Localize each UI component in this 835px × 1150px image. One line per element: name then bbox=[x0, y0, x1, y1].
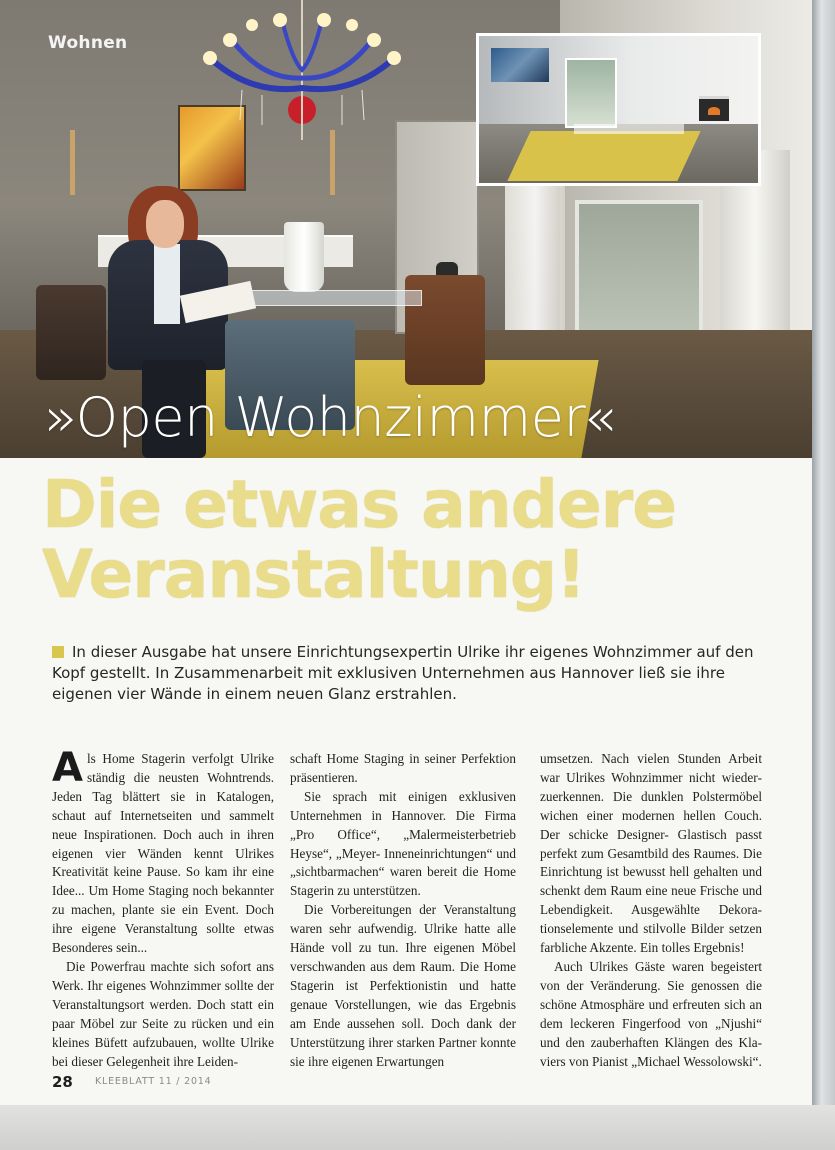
page-edge bbox=[812, 0, 835, 1150]
page-number: 28 bbox=[52, 1073, 73, 1091]
living-room-photo bbox=[0, 0, 812, 458]
drop-cap: A bbox=[52, 745, 83, 791]
paragraph: ls Home Stagerin verfolgt Ulrike ständig die neusten Wohntrends. Jeden Tag blättert sie in Katalogen, schaut auf Internetseiten und sammelt neue Inspirationen. Doch auch in ihren eigenen vier Wänden kennt Ulrikes Kreativität keine Pause. So kam ihr eine Idee... Um Home Staging noch bekannter zu machen, plante sie ein Event. Doch ihre eigene Veranstaltung sollte etwas Besonderes sein... bbox=[52, 751, 274, 956]
magazine-name: KLEEBLATT 11 / 2014 bbox=[95, 1076, 212, 1087]
paragraph: Die Powerfrau machte sich sofort ans Werk. Ihr eigenes Wohnzimmer sollte der Veranstaltungsort werden. Doch statt ein paar Möbel zur Seite zu rücken und ein kleines Büfett aufzubauen, wollte Ulrike bei dieser Gelegenheit ihre Leiden- bbox=[52, 958, 274, 1069]
fireplace bbox=[699, 96, 729, 121]
headline-line-2: Veranstaltung! bbox=[42, 536, 586, 613]
intro-paragraph bbox=[52, 642, 772, 705]
paragraph: umsetzen. Nach vielen Stunden Arbeit war Ulrikes Wohnzimmer nicht wiederzuerkennen. Die dunklen Polstermöbel wichen einer modernen hellen Couch. Der schicke Designer- Glastisch passt perfekt zum Gesamtbild des Raumes. Die Einrichtung ist bewusst hell gehalten und schenkt dem Raum eine neue Frische und Lebendigkeit. Ausgewählte Dekorationselemente und stilvolle Bilder setzen farbliche Akzente. Ein tolles Ergebnis! bbox=[540, 751, 762, 956]
scan-margin bbox=[0, 1105, 835, 1150]
article-column-3 bbox=[540, 750, 762, 1071]
paragraph: Sie sprach mit einigen exklusiven Unternehmen in Hannover. Die Firma „Pro Office“, „Malermeisterbetrieb Heyse“, „Meyer- Inneneinrichtungen“ und „sichtbarmachen“ waren bereit die Home Stagerin zu unterstützen. bbox=[290, 788, 516, 899]
article-column-2 bbox=[290, 750, 516, 1071]
headline-line-1: Die etwas andere bbox=[42, 466, 677, 543]
headline-kicker: »Open Wohnzimmer« bbox=[44, 386, 616, 449]
inset-photo bbox=[476, 33, 761, 186]
chandelier bbox=[192, 0, 412, 145]
paragraph: schaft Home Staging in seiner Perfektion präsentieren. bbox=[290, 751, 516, 785]
paragraph: Die Vorbereitungen der Veranstaltung waren sehr aufwendig. Ulrike hatte alle Hände voll zu tun. Ihre eigenen Möbel verschwanden aus dem Raum. Die Home Stagerin ist Perfektionistin und hatte genaue Vorstellungen, wie das Ergebnis am Ende aussehen soll. Doch dank der Unterstützung ihrer starken Partner konnte sie ihre eigenen Erwartungen bbox=[290, 902, 516, 1069]
headline bbox=[42, 466, 677, 613]
section-label: Wohnen bbox=[48, 33, 128, 53]
paragraph: Auch Ulrikes Gäste waren begeistert von der Veränderung. Sie genossen die schöne Atmosphäre und erfreuten sich an dem leckeren Fingerfood von „Njushi“ und den zauberhaften Klängen des Klaviers von Pianist „Michael Wessolowski“. bbox=[540, 958, 762, 1069]
intro-text: In dieser Ausgabe hat unsere Einrichtungsexpertin Ulrike ihr eigenes Wohnzimmer auf den Kopf gestellt. In Zusammenarbeit mit exklusiven Unternehmen aus Hannover ließ sie ihre eigenen vier Wände in einem neuen Glanz erstrahlen. bbox=[52, 643, 754, 703]
square-bullet-icon bbox=[52, 646, 64, 658]
article-column-1 bbox=[52, 745, 274, 1071]
